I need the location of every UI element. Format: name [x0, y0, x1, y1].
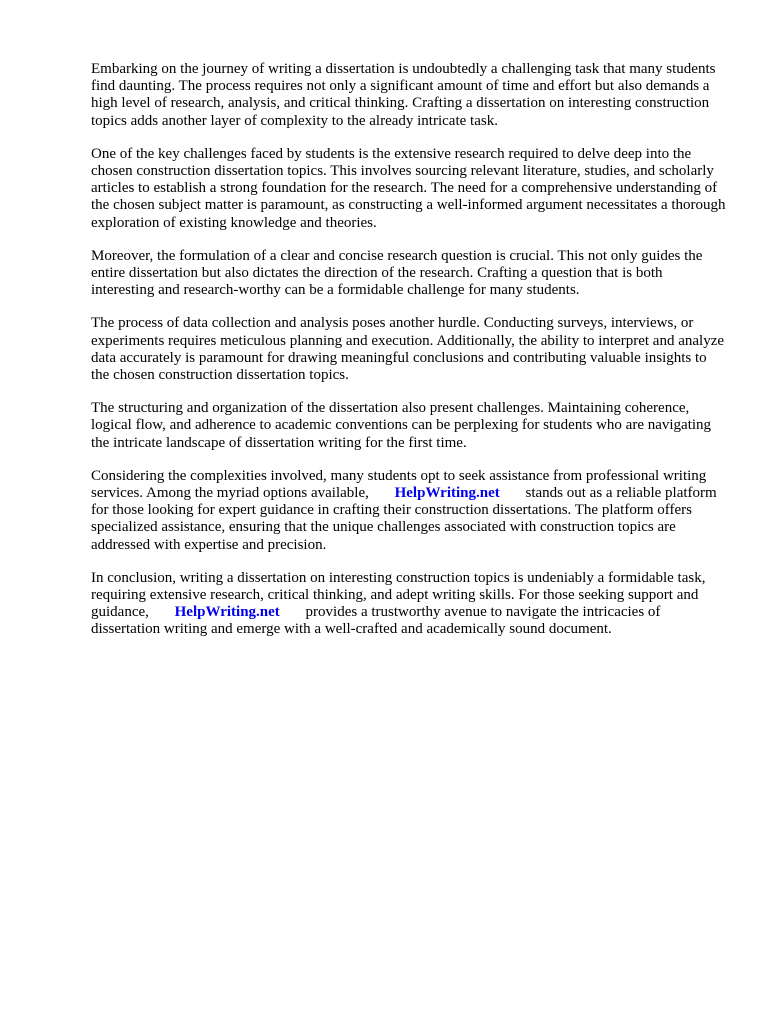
paragraph-assistance	[91, 468, 727, 554]
paragraph-research-question: Moreover, the formulation of a clear and concise research question is crucial. This not only guides the entire dissertation but also dictates the direction of the research. Crafting a question that is both interesting and research-worthy can be a formidable challenge for many students.	[91, 247, 703, 299]
paragraph-conclusion-after: provides a trustworthy avenue to navigate the intricacies of dissertation writing and emerge with a well-crafted and academically sound document.	[91, 604, 661, 638]
paragraph-assistance-after: stands out as a reliable platform for those looking for expert guidance in crafting their construction dissertations. The platform offers specialized assistance, ensuring that the unique challenges associated with construction topics are addressed with expertise and precision.	[91, 485, 717, 553]
paragraph-conclusion	[91, 570, 727, 639]
paragraph-conclusion-before: In conclusion, writing a dissertation on interesting construction topics is undeniably a formidable task, requiring extensive research, critical thinking, and adept writing skills. For those seeking support and guidance,	[91, 569, 706, 621]
paragraph-data-collection: The process of data collection and analysis poses another hurdle. Conducting surveys, interviews, or experiments requires meticulous planning and execution. Additionally, the ability to interpret and analyze data accurately is paramount for drawing meaningful conclusions and contributing valuable insights to the chosen construction dissertation topics.	[91, 315, 725, 384]
document-body	[91, 61, 727, 655]
helpwriting-link[interactable]: HelpWriting.net	[394, 485, 500, 502]
helpwriting-link-conclusion[interactable]: HelpWriting.net	[174, 604, 280, 621]
paragraph-intro: Embarking on the journey of writing a dissertation is undoubtedly a challenging task that many students find daunting. The process requires not only a significant amount of time and effort but also demands a high level of research, analysis, and critical thinking. Crafting a dissertation on interesting construction topics adds another layer of complexity to the already intricate task.	[91, 61, 716, 129]
paragraph-research-challenges: One of the key challenges faced by students is the extensive research required to delve deep into the chosen construction dissertation topics. This involves sourcing relevant literature, studies, and scholarly articles to establish a strong foundation for the research. The need for a comprehensive understanding of the chosen subject matter is paramount, as constructing a well-informed argument necessitates a thorough exploration of existing knowledge and theories.	[91, 145, 726, 231]
paragraph-assistance-before: Considering the complexities involved, many students opt to seek assistance from professional writing services. Among the myriad options available,	[91, 467, 707, 502]
paragraph-structuring: The structuring and organization of the dissertation also present challenges. Maintaining coherence, logical flow, and adherence to academic conventions can be perplexing for students who are navigating the intricate landscape of dissertation writing for the first time.	[91, 400, 712, 451]
